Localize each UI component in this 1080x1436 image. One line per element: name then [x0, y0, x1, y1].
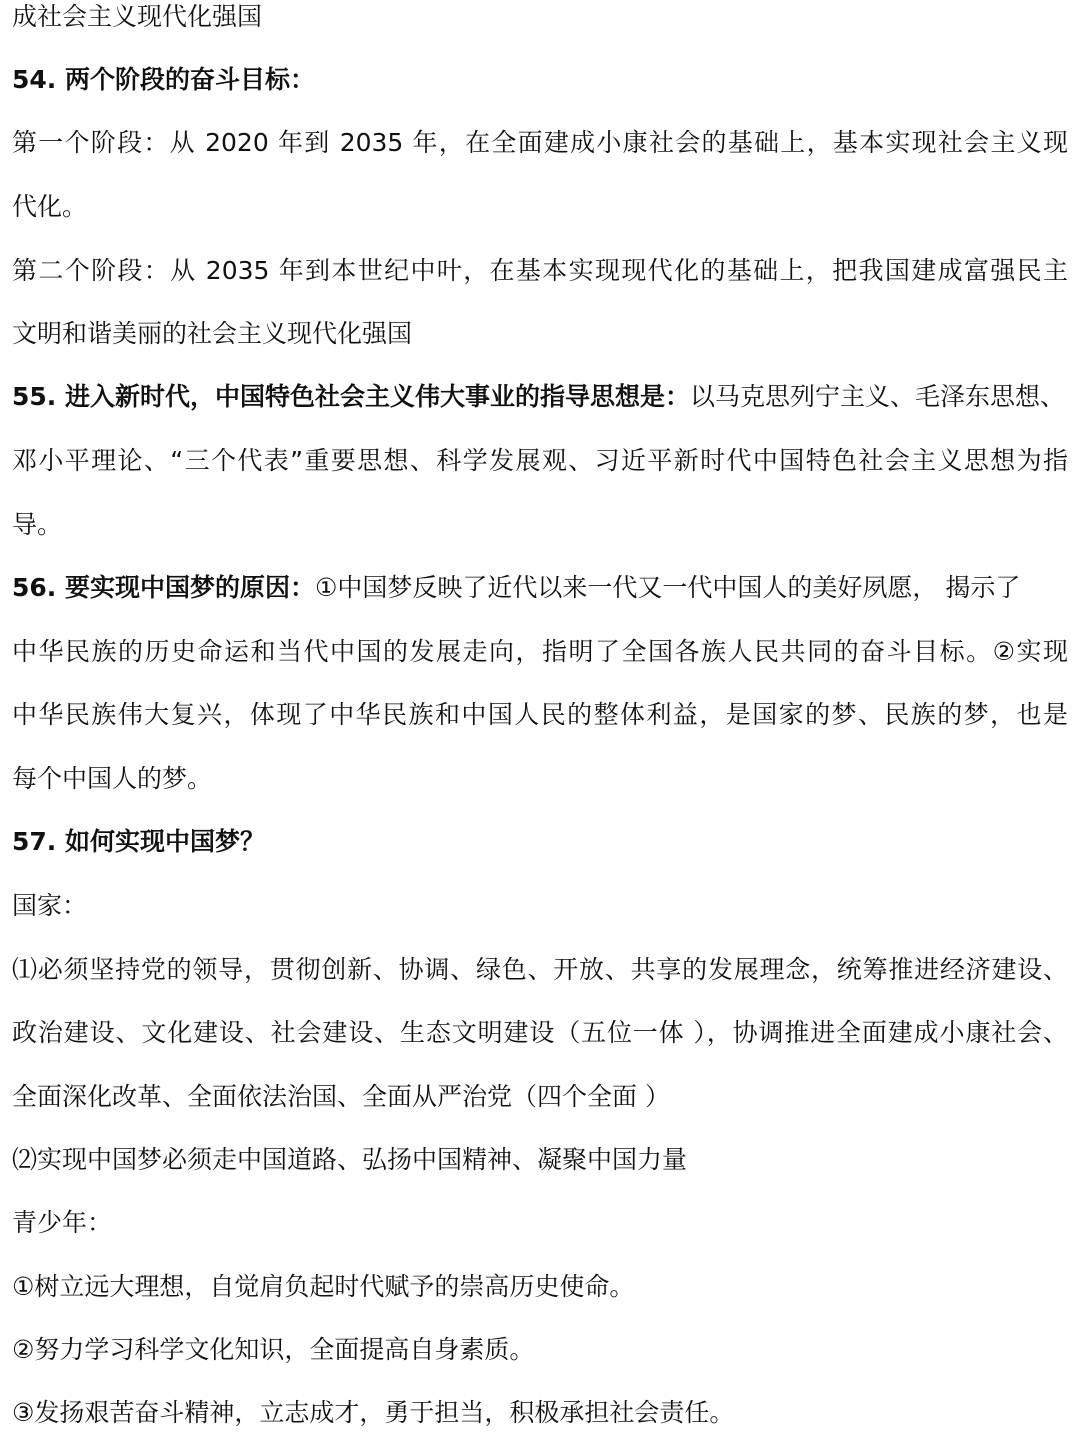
text-line: [12, 1010, 1068, 1056]
heading-text: 54. 两个阶段的奋斗目标：: [12, 65, 315, 94]
text-line: [12, 502, 1068, 548]
text-span: 以马克思列宁主义、毛泽东思想、: [690, 382, 1066, 411]
text-span: 邓小平理论、“三个代表”重要思想、科学发展观、习近平新时代中国特色社会主义思想为指: [12, 446, 1068, 475]
heading-57: [12, 819, 1068, 865]
text-line: [12, 438, 1068, 484]
text-span: ③发扬艰苦奋斗精神，立志成才，勇于担当，积极承担社会责任。: [12, 1398, 735, 1427]
text-span: 国家：: [12, 891, 88, 920]
text-line: [12, 184, 1068, 230]
heading-text: 57. 如何实现中国梦？: [12, 827, 265, 856]
text-line: [12, 248, 1068, 294]
text-span: ②努力学习科学文化知识，全面提高自身素质。: [12, 1335, 535, 1364]
heading-55-line: [12, 374, 1068, 420]
text-line: [12, 947, 1068, 993]
text-line: [12, 311, 1068, 357]
text-span: 第一个阶段：从 2020 年到 2035 年，在全面建成小康社会的基础上，基本实现社会主义现: [12, 128, 1068, 157]
text-line: [12, 1390, 1068, 1436]
text-line: [12, 692, 1068, 738]
text-span: 成社会主义现代化强国: [12, 2, 263, 31]
text-line: [12, 1327, 1068, 1373]
heading-55: 55. 进入新时代，中国特色社会主义伟大事业的指导思想是：: [12, 382, 690, 411]
text-span: 青少年：: [12, 1208, 113, 1237]
text-span: 全面深化改革、全面依法治国、全面从严治党（四个全面 ）: [12, 1082, 670, 1111]
text-span: 每个中国人的梦。: [12, 764, 213, 793]
text-span: ①中国梦反映了近代以来一代又一代中国人的美好夙愿， 揭示了: [315, 573, 1021, 602]
text-span: 第二个阶段：从 2035 年到本世纪中叶，在基本实现现代化的基础上，把我国建成富强民主: [12, 256, 1068, 285]
text-line: [12, 1137, 1068, 1183]
text-span: 导。: [12, 510, 63, 539]
heading-54: [12, 57, 1068, 103]
text-line: [12, 629, 1068, 675]
text-line: [12, 1074, 1068, 1120]
text-span: 政治建设、文化建设、社会建设、生态文明建设（五位一体 ），协调推进全面建成小康社会、: [12, 1018, 1068, 1047]
text-line: [12, 1264, 1068, 1310]
text-span: 中华民族伟大复兴，体现了中华民族和中国人民的整体利益，是国家的梦、民族的梦，也是: [12, 700, 1068, 729]
text-span: 中华民族的历史命运和当代中国的发展走向，指明了全国各族人民共同的奋斗目标。②实现: [12, 637, 1068, 666]
text-line: [12, 1200, 1068, 1246]
text-span: 代化。: [12, 192, 88, 221]
text-line: [12, 883, 1068, 929]
text-line: [12, 756, 1068, 802]
text-span: ⑵实现中国梦必须走中国道路、弘扬中国精神、凝聚中国力量: [12, 1145, 688, 1174]
text-line: [12, 0, 1068, 40]
text-span: ⑴必须坚持党的领导，贯彻创新、协调、绿色、开放、共享的发展理念，统筹推进经济建设、: [12, 955, 1068, 984]
text-span: 文明和谐美丽的社会主义现代化强国: [12, 319, 413, 348]
text-span: ①树立远大理想，自觉肩负起时代赋予的崇高历史使命。: [12, 1272, 635, 1301]
heading-56: 56. 要实现中国梦的原因：: [12, 573, 315, 602]
text-line: [12, 120, 1068, 166]
heading-56-line: [12, 565, 1068, 611]
